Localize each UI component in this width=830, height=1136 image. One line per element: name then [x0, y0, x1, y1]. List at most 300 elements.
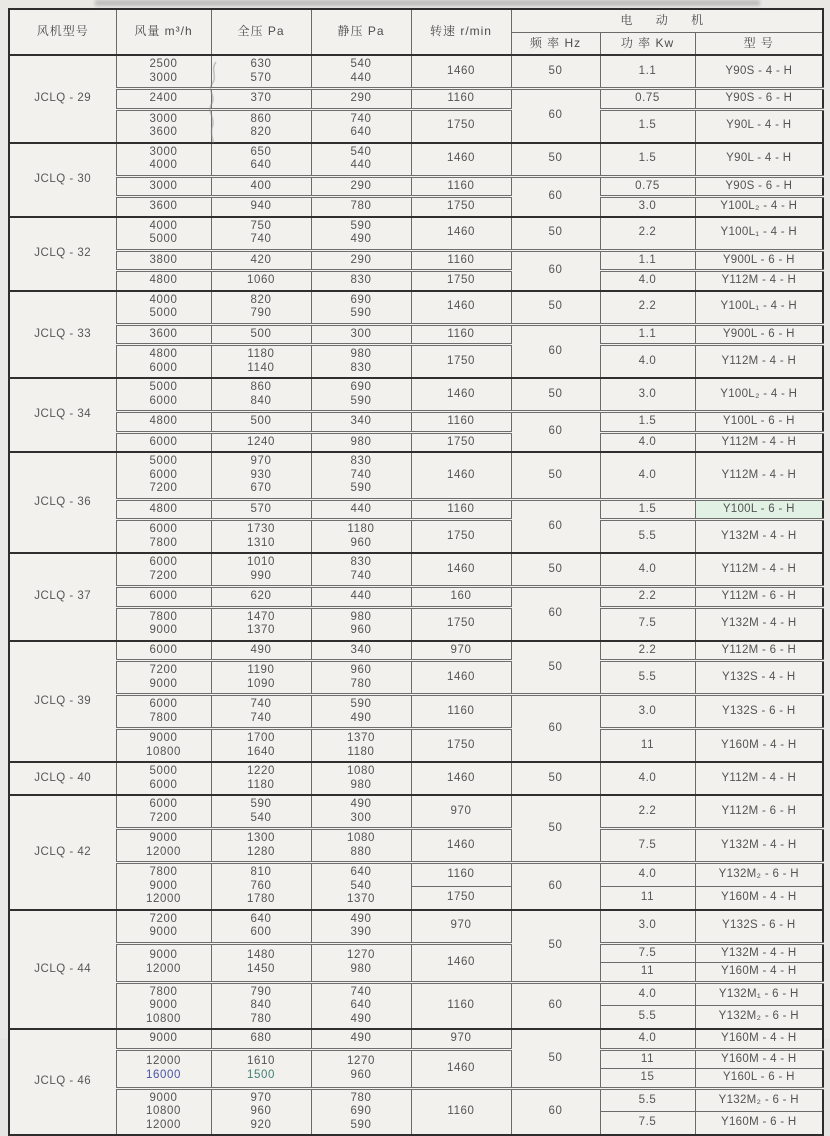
- scanner-shadow-artifact: [95, 0, 760, 6]
- speed-cell: 1750: [411, 729, 511, 763]
- static-pressure-cell: 440: [311, 499, 411, 520]
- frequency-cell: 60: [511, 695, 600, 763]
- total-pressure-cell: 500: [211, 412, 311, 433]
- fan-model-cell: JCLQ - 40: [9, 762, 116, 795]
- header-flow: 风量 m³/h: [116, 9, 211, 55]
- motor-model-cell: Y100L₂ - 4 - H: [695, 378, 823, 412]
- fan-model-cell: JCLQ - 33: [9, 291, 116, 379]
- table-row: [9, 324, 823, 345]
- motor-model-cell: Y132S - 6 - H: [695, 695, 823, 729]
- speed-cell: 160: [411, 587, 511, 608]
- total-pressure-cell: 1010 990: [211, 553, 311, 587]
- flow-cell: 2500 3000: [116, 55, 211, 89]
- header-row-1: [9, 9, 823, 32]
- motor-model-cell: Y160M - 4 - H: [695, 886, 823, 909]
- speed-cell: 1460: [411, 943, 511, 982]
- static-pressure-cell: 690 590: [311, 291, 411, 325]
- power-cell: 3.0: [600, 910, 695, 944]
- fan-model-cell: JCLQ - 37: [9, 553, 116, 641]
- flow-cell: 7800 9000 10800: [116, 982, 211, 1029]
- motor-model-cell: Y100L - 6 - H: [695, 499, 823, 520]
- motor-model-cell: Y160M - 4 - H: [695, 963, 823, 983]
- motor-model-cell: Y112M - 4 - H: [695, 271, 823, 291]
- header-motor-model: 型 号: [695, 32, 823, 55]
- speed-cell: 1750: [411, 271, 511, 291]
- motor-model-cell: Y112M - 6 - H: [695, 795, 823, 829]
- power-cell: 5.5: [600, 1006, 695, 1029]
- total-pressure-cell: 1730 1310: [211, 520, 311, 554]
- total-pressure-cell: 1700 1640: [211, 729, 311, 763]
- speed-cell: 1160: [411, 250, 511, 271]
- motor-model-cell: Y112M - 4 - H: [695, 553, 823, 587]
- static-pressure-cell: 830: [311, 271, 411, 291]
- power-cell: 4.0: [600, 345, 695, 379]
- frequency-cell: 60: [511, 324, 600, 378]
- flow-cell: 7800 9000: [116, 607, 211, 641]
- speed-cell: 1160: [411, 863, 511, 887]
- total-pressure-cell: 1610 1500: [211, 1049, 311, 1088]
- flow-cell: 6000 7200: [116, 795, 211, 829]
- flow-cell: 9000 12000: [116, 829, 211, 863]
- static-pressure-cell: 290: [311, 250, 411, 271]
- total-pressure-cell: 860 840: [211, 378, 311, 412]
- static-pressure-cell: 290: [311, 89, 411, 110]
- static-pressure-cell: 490 390: [311, 910, 411, 944]
- flow-cell: 3000: [116, 176, 211, 197]
- speed-cell: 1750: [411, 345, 511, 379]
- header-static-pressure: 静压 Pa: [311, 9, 411, 55]
- motor-model-cell: Y100L₂ - 4 - H: [695, 197, 823, 217]
- total-pressure-cell: 650 640: [211, 143, 311, 177]
- flow-cell: 9000: [116, 1029, 211, 1049]
- static-pressure-cell: 1080 880: [311, 829, 411, 863]
- table-row: [9, 587, 823, 608]
- frequency-cell: 50: [511, 55, 600, 89]
- power-cell: 11: [600, 963, 695, 983]
- header-power: 功 率 Kw: [600, 32, 695, 55]
- static-pressure-cell: 490 300: [311, 795, 411, 829]
- fan-model-cell: JCLQ - 42: [9, 795, 116, 910]
- power-cell: 2.2: [600, 291, 695, 325]
- speed-cell: 1160: [411, 176, 511, 197]
- power-cell: 2.2: [600, 587, 695, 608]
- total-pressure-cell: 820 790: [211, 291, 311, 325]
- flow-cell: 7200 9000: [116, 910, 211, 944]
- table-row: [9, 217, 823, 251]
- total-pressure-cell: 750 740: [211, 217, 311, 251]
- header-motor-group: 电 动 机: [511, 9, 823, 32]
- frequency-cell: 50: [511, 291, 600, 325]
- motor-model-cell: Y90L - 4 - H: [695, 143, 823, 177]
- speed-cell: 1460: [411, 553, 511, 587]
- static-pressure-cell: 290: [311, 176, 411, 197]
- table-row: [9, 271, 823, 291]
- static-pressure-cell: 1370 1180: [311, 729, 411, 763]
- static-pressure-cell: 980 960: [311, 607, 411, 641]
- table-header: [9, 9, 823, 55]
- total-pressure-cell: 1060: [211, 271, 311, 291]
- power-cell: 5.5: [600, 1088, 695, 1112]
- flow-cell: 7200 9000: [116, 661, 211, 695]
- frequency-cell: 60: [511, 499, 600, 553]
- table-row: [9, 1049, 823, 1069]
- table-row: [9, 250, 823, 271]
- fan-model-cell: JCLQ - 34: [9, 378, 116, 452]
- static-pressure-cell: 340: [311, 641, 411, 661]
- power-cell: 2.2: [600, 217, 695, 251]
- static-pressure-cell: 1270 960: [311, 1049, 411, 1088]
- table-row: [9, 795, 823, 829]
- static-pressure-cell: 1080 980: [311, 762, 411, 795]
- speed-cell: 1460: [411, 1049, 511, 1088]
- table-row: [9, 982, 823, 1006]
- motor-model-cell: Y132M₂ - 6 - H: [695, 1006, 823, 1029]
- frequency-cell: 50: [511, 795, 600, 863]
- frequency-cell: 50: [511, 641, 600, 695]
- fan-model-cell: JCLQ - 39: [9, 641, 116, 763]
- static-pressure-cell: 780 690 590: [311, 1088, 411, 1135]
- power-cell: 4.0: [600, 1029, 695, 1049]
- power-cell: 1.1: [600, 324, 695, 345]
- flow-cell: 6000: [116, 587, 211, 608]
- power-cell: 1.5: [600, 143, 695, 177]
- speed-cell: 1160: [411, 324, 511, 345]
- table-row: [9, 1088, 823, 1112]
- table-row: [9, 829, 823, 863]
- frequency-cell: 50: [511, 910, 600, 983]
- frequency-cell: 60: [511, 1088, 600, 1135]
- speed-cell: 970: [411, 641, 511, 661]
- static-pressure-cell: 740 640: [311, 109, 411, 143]
- static-pressure-cell: 980 830: [311, 345, 411, 379]
- flow-cell: 3000 3600: [116, 109, 211, 143]
- speed-cell: 1750: [411, 432, 511, 452]
- frequency-cell: 50: [511, 143, 600, 177]
- speed-cell: 1460: [411, 217, 511, 251]
- flow-cell: 3600: [116, 324, 211, 345]
- table-row: [9, 143, 823, 177]
- power-cell: 4.0: [600, 553, 695, 587]
- speed-cell: 1160: [411, 982, 511, 1029]
- flow-cell: 9000 10800: [116, 729, 211, 763]
- static-pressure-cell: 590 490: [311, 695, 411, 729]
- fan-model-cell: JCLQ - 36: [9, 452, 116, 553]
- flow-cell: 6000 7800: [116, 520, 211, 554]
- speed-cell: 1750: [411, 197, 511, 217]
- power-cell: 7.5: [600, 829, 695, 863]
- static-pressure-cell: 540 440: [311, 55, 411, 89]
- table-row: [9, 553, 823, 587]
- power-cell: 11: [600, 886, 695, 909]
- power-cell: 4.0: [600, 271, 695, 291]
- total-pressure-cell: 640 600: [211, 910, 311, 944]
- speed-cell: 1160: [411, 695, 511, 729]
- static-pressure-cell: 1180 960: [311, 520, 411, 554]
- total-pressure-cell: 790 840 780: [211, 982, 311, 1029]
- power-cell: 0.75: [600, 89, 695, 110]
- flow-cell: 3600: [116, 197, 211, 217]
- power-cell: 11: [600, 729, 695, 763]
- power-cell: 5.5: [600, 661, 695, 695]
- static-pressure-cell: 440: [311, 587, 411, 608]
- power-cell: 1.5: [600, 499, 695, 520]
- motor-model-cell: Y132S - 4 - H: [695, 661, 823, 695]
- power-cell: 1.1: [600, 55, 695, 89]
- total-pressure-cell: 570: [211, 499, 311, 520]
- flow-cell: 6000: [116, 432, 211, 452]
- motor-model-cell: Y90L - 4 - H: [695, 109, 823, 143]
- motor-model-cell: Y112M - 4 - H: [695, 345, 823, 379]
- power-cell: 7.5: [600, 607, 695, 641]
- table-body: [9, 55, 823, 1135]
- power-cell: 4.0: [600, 762, 695, 795]
- speed-cell: 970: [411, 1029, 511, 1049]
- motor-model-cell: Y90S - 6 - H: [695, 176, 823, 197]
- table-row: [9, 910, 823, 944]
- table-row: [9, 378, 823, 412]
- speed-cell: 1750: [411, 886, 511, 909]
- static-pressure-cell: 830 740 590: [311, 452, 411, 499]
- power-cell: 3.0: [600, 695, 695, 729]
- flow-cell: 4800: [116, 271, 211, 291]
- total-pressure-cell: 970 960 920: [211, 1088, 311, 1135]
- motor-model-cell: Y132M - 4 - H: [695, 943, 823, 963]
- power-cell: 7.5: [600, 943, 695, 963]
- flow-cell: 6000 7800: [116, 695, 211, 729]
- static-pressure-cell: 590 490: [311, 217, 411, 251]
- flow-cell: 6000 7200: [116, 553, 211, 587]
- motor-model-cell: Y132M - 4 - H: [695, 607, 823, 641]
- frequency-cell: 60: [511, 587, 600, 641]
- speed-cell: 970: [411, 910, 511, 944]
- total-pressure-cell: 1480 1450: [211, 943, 311, 982]
- speed-cell: 970: [411, 795, 511, 829]
- table-row: [9, 607, 823, 641]
- motor-model-cell: Y160M - 4 - H: [695, 1049, 823, 1069]
- motor-model-cell: Y160M - 4 - H: [695, 729, 823, 763]
- header-speed: 转速 r/min: [411, 9, 511, 55]
- speed-cell: 1460: [411, 762, 511, 795]
- power-cell: 3.0: [600, 197, 695, 217]
- fan-model-cell: JCLQ - 44: [9, 910, 116, 1030]
- motor-model-cell: Y112M - 6 - H: [695, 641, 823, 661]
- total-pressure-cell: 620: [211, 587, 311, 608]
- motor-model-cell: Y132S - 6 - H: [695, 910, 823, 944]
- total-pressure-cell: 490: [211, 641, 311, 661]
- total-pressure-cell: 970 930 670: [211, 452, 311, 499]
- frequency-cell: 60: [511, 982, 600, 1029]
- static-pressure-cell: 960 780: [311, 661, 411, 695]
- total-pressure-cell: 740 740: [211, 695, 311, 729]
- flow-cell: 4000 5000: [116, 217, 211, 251]
- fan-spec-table: [8, 8, 824, 1136]
- flow-cell: 2400: [116, 89, 211, 110]
- motor-model-cell: Y100L - 6 - H: [695, 412, 823, 433]
- table-row: [9, 109, 823, 143]
- motor-model-cell: Y900L - 6 - H: [695, 250, 823, 271]
- speed-cell: 1160: [411, 499, 511, 520]
- total-pressure-cell: 1300 1280: [211, 829, 311, 863]
- power-cell: 5.5: [600, 520, 695, 554]
- header-fan-model: 风机型号: [9, 9, 116, 55]
- flow-cell: 3000 4000: [116, 143, 211, 177]
- table-row: [9, 291, 823, 325]
- speed-cell: 1160: [411, 412, 511, 433]
- speed-cell: 1750: [411, 109, 511, 143]
- frequency-cell: 50: [511, 217, 600, 251]
- table-row: [9, 1029, 823, 1049]
- frequency-cell: 50: [511, 762, 600, 795]
- total-pressure-cell: 940: [211, 197, 311, 217]
- flow-cell: 9000 10800 12000: [116, 1088, 211, 1135]
- power-cell: 1.5: [600, 109, 695, 143]
- total-pressure-cell: 420: [211, 250, 311, 271]
- fan-model-cell: JCLQ - 46: [9, 1029, 116, 1135]
- motor-model-cell: Y132M - 4 - H: [695, 829, 823, 863]
- frequency-cell: 60: [511, 863, 600, 910]
- speed-cell: 1460: [411, 661, 511, 695]
- total-pressure-cell: 860 820: [211, 109, 311, 143]
- table-row: [9, 762, 823, 795]
- table-row: [9, 412, 823, 433]
- speed-cell: 1750: [411, 607, 511, 641]
- speed-cell: 1160: [411, 1088, 511, 1135]
- flow-cell: 7800 9000 12000: [116, 863, 211, 910]
- total-pressure-cell: 1240: [211, 432, 311, 452]
- table-row: [9, 345, 823, 379]
- flow-cell: 4800: [116, 412, 211, 433]
- table-row: [9, 499, 823, 520]
- total-pressure-cell: 810 760 1780: [211, 863, 311, 910]
- power-cell: 4.0: [600, 863, 695, 887]
- frequency-cell: 60: [511, 176, 600, 217]
- motor-model-cell: Y112M - 4 - H: [695, 432, 823, 452]
- flow-cell: 3800: [116, 250, 211, 271]
- total-pressure-cell: 370: [211, 89, 311, 110]
- table-row: [9, 89, 823, 110]
- speed-cell: 1460: [411, 291, 511, 325]
- power-cell: 2.2: [600, 641, 695, 661]
- static-pressure-cell: 830 740: [311, 553, 411, 587]
- power-cell: 7.5: [600, 1112, 695, 1135]
- static-pressure-cell: 490: [311, 1029, 411, 1049]
- power-cell: 1.1: [600, 250, 695, 271]
- total-pressure-cell: 500: [211, 324, 311, 345]
- total-pressure-cell: 1190 1090: [211, 661, 311, 695]
- static-pressure-cell: 640 540 1370: [311, 863, 411, 910]
- table-row: [9, 197, 823, 217]
- table-row: [9, 641, 823, 661]
- table-row: [9, 729, 823, 763]
- frequency-cell: 60: [511, 250, 600, 291]
- table-row: [9, 863, 823, 887]
- flow-cell: 5000 6000 7200: [116, 452, 211, 499]
- static-pressure-cell: 1270 980: [311, 943, 411, 982]
- frequency-cell: 60: [511, 412, 600, 453]
- frequency-cell: 50: [511, 378, 600, 412]
- header-frequency: 频 率 Hz: [511, 32, 600, 55]
- power-cell: 4.0: [600, 982, 695, 1006]
- power-cell: 4.0: [600, 432, 695, 452]
- total-pressure-cell: 680: [211, 1029, 311, 1049]
- power-cell: 3.0: [600, 378, 695, 412]
- header-total-pressure: 全压 Pa: [211, 9, 311, 55]
- table-row: [9, 55, 823, 89]
- motor-model-cell: Y160M - 6 - H: [695, 1112, 823, 1135]
- motor-model-cell: Y132M₁ - 6 - H: [695, 982, 823, 1006]
- motor-model-cell: Y100L₁ - 4 - H: [695, 217, 823, 251]
- motor-model-cell: Y112M - 4 - H: [695, 762, 823, 795]
- power-cell: 1.5: [600, 412, 695, 433]
- motor-model-cell: Y90S - 4 - H: [695, 55, 823, 89]
- flow-cell: 4800 6000: [116, 345, 211, 379]
- motor-model-cell: Y90S - 6 - H: [695, 89, 823, 110]
- power-cell: 0.75: [600, 176, 695, 197]
- speed-cell: 1460: [411, 55, 511, 89]
- motor-model-cell: Y112M - 6 - H: [695, 587, 823, 608]
- frequency-cell: 50: [511, 1029, 600, 1088]
- speed-cell: 1460: [411, 143, 511, 177]
- table-row: [9, 452, 823, 499]
- static-pressure-cell: 540 440: [311, 143, 411, 177]
- motor-model-cell: Y112M - 4 - H: [695, 452, 823, 499]
- table-row: [9, 432, 823, 452]
- table-row: [9, 520, 823, 554]
- flow-cell: 4000 5000: [116, 291, 211, 325]
- flow-cell: 5000 6000: [116, 762, 211, 795]
- speed-cell: 1750: [411, 520, 511, 554]
- power-cell: 11: [600, 1049, 695, 1069]
- total-pressure-cell: 590 540: [211, 795, 311, 829]
- frequency-cell: 60: [511, 89, 600, 143]
- motor-model-cell: Y900L - 6 - H: [695, 324, 823, 345]
- motor-model-cell: Y160L - 6 - H: [695, 1069, 823, 1089]
- power-cell: 2.2: [600, 795, 695, 829]
- static-pressure-cell: 340: [311, 412, 411, 433]
- flow-cell: 4800: [116, 499, 211, 520]
- total-pressure-cell: 630 570: [211, 55, 311, 89]
- total-pressure-cell: 1470 1370: [211, 607, 311, 641]
- speed-cell: 1160: [411, 89, 511, 110]
- table-row: [9, 695, 823, 729]
- static-pressure-cell: 740 640 490: [311, 982, 411, 1029]
- static-pressure-cell: 980: [311, 432, 411, 452]
- frequency-cell: 50: [511, 452, 600, 499]
- total-pressure-cell: 1220 1180: [211, 762, 311, 795]
- flow-cell: 5000 6000: [116, 378, 211, 412]
- flow-cell: 6000: [116, 641, 211, 661]
- total-pressure-cell: 400: [211, 176, 311, 197]
- power-cell: 15: [600, 1069, 695, 1089]
- fan-model-cell: JCLQ - 32: [9, 217, 116, 291]
- speed-cell: 1460: [411, 452, 511, 499]
- static-pressure-cell: 780: [311, 197, 411, 217]
- table-row: [9, 176, 823, 197]
- flow-cell: 12000 16000: [116, 1049, 211, 1088]
- speed-cell: 1460: [411, 829, 511, 863]
- fan-model-cell: JCLQ - 30: [9, 143, 116, 217]
- table-row: [9, 661, 823, 695]
- motor-model-cell: Y132M₂ - 6 - H: [695, 1088, 823, 1112]
- motor-model-cell: Y160M - 4 - H: [695, 1029, 823, 1049]
- power-cell: 4.0: [600, 452, 695, 499]
- fan-model-cell: JCLQ - 29: [9, 55, 116, 143]
- static-pressure-cell: 690 590: [311, 378, 411, 412]
- frequency-cell: 50: [511, 553, 600, 587]
- motor-model-cell: Y100L₁ - 4 - H: [695, 291, 823, 325]
- static-pressure-cell: 300: [311, 324, 411, 345]
- speed-cell: 1460: [411, 378, 511, 412]
